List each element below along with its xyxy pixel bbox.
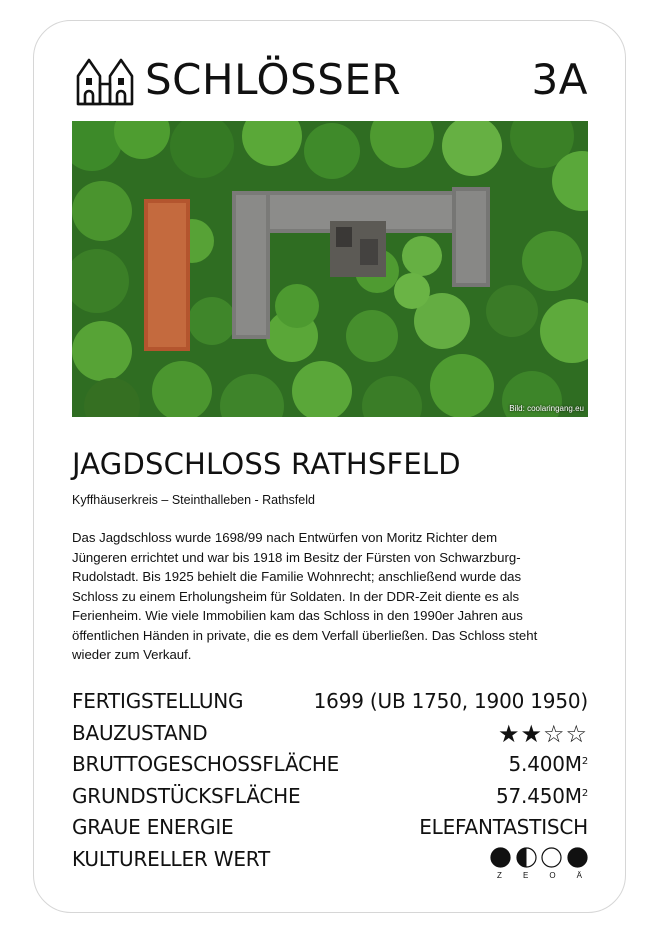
stat-label: GRUNDSTÜCKSFLÄCHE xyxy=(72,783,301,808)
stat-value: ELEFANTASTISCH xyxy=(419,815,588,839)
stat-value xyxy=(496,783,588,809)
castle-aerial-photo xyxy=(72,121,588,417)
castle-description xyxy=(72,528,592,665)
stat-value xyxy=(509,751,588,777)
stat-label: GRAUE ENERGIE xyxy=(72,815,234,839)
castle-title: JAGDSCHLOSS RATHSFELD xyxy=(72,447,461,481)
rating-circles xyxy=(490,847,588,869)
unit-superscript: 2 xyxy=(581,787,588,799)
description-line: wieder zum Verkauf. xyxy=(72,647,192,662)
card-id: 3A xyxy=(531,55,588,104)
star-filled-icon: ★ xyxy=(497,719,521,748)
star-filled-icon: ★ xyxy=(520,719,543,748)
stat-completion xyxy=(72,686,588,718)
condition-rating-stars xyxy=(497,719,588,748)
description-line: Ferienheim. Wie viele Immobilien kam das Schloss in den 1990er Jahren aus xyxy=(72,608,523,623)
circle-full-icon xyxy=(567,847,588,868)
circle-half-icon xyxy=(516,847,537,868)
stat-label: BRUTTOGESCHOSSFLÄCHE xyxy=(72,752,340,776)
stats-table xyxy=(72,686,588,880)
area-value: 5.400M xyxy=(508,752,582,776)
stat-cultural-value xyxy=(72,844,588,880)
stat-grey-energy xyxy=(72,812,588,844)
stat-value: 1699 (UB 1750, 1900 1950) xyxy=(313,689,588,713)
rating-letter: E xyxy=(522,870,529,880)
description-line: Jüngeren errichtet und war bis 1918 im Besitz der Fürsten von Schwarzburg- xyxy=(72,549,521,565)
stat-plot-area xyxy=(72,781,588,813)
rating-letter: O xyxy=(549,870,556,880)
stat-label: KULTURELLER WERT xyxy=(72,846,271,871)
circle-full-icon xyxy=(490,847,511,868)
photo-credit: Bild: coolaringang.eu xyxy=(509,404,584,413)
stat-gross-floor-area xyxy=(72,749,588,781)
rating-letter: Ä xyxy=(576,870,582,880)
cultural-value-rating xyxy=(490,847,588,880)
description-line: öffentlichen Händen in private, die es dem Verfall überließen. Das Schloss steht xyxy=(72,627,538,643)
stat-label: FERTIGSTELLUNG xyxy=(72,689,244,713)
unit-superscript: 2 xyxy=(581,756,588,767)
circle-empty-icon xyxy=(541,847,562,868)
stat-label: BAUZUSTAND xyxy=(72,720,208,745)
castle-icon xyxy=(75,54,135,106)
description-line: Schloss zu einem Erholungsheim für Soldaten. In der DDR-Zeit diente es als xyxy=(72,588,520,604)
rating-letter: Z xyxy=(497,870,502,880)
card-header xyxy=(75,50,588,110)
description-line: Rudolstadt. Bis 1925 behielt die Familie Wohnrecht; anschließend wurde das xyxy=(72,569,522,584)
description-line: Das Jagdschloss wurde 1698/99 nach Entwürfen von Moritz Richter dem xyxy=(72,530,498,545)
star-empty-icon: ☆ xyxy=(542,719,566,748)
star-empty-icon: ☆ xyxy=(565,719,588,748)
rating-letters xyxy=(490,869,588,880)
category-title: SCHLÖSSER xyxy=(145,55,402,104)
aerial-illustration xyxy=(72,121,588,417)
stat-condition xyxy=(72,718,588,750)
castle-location: Kyffhäuserkreis – Steinthalleben - Rathsfeld xyxy=(72,493,315,507)
area-value: 57.450M xyxy=(495,783,582,808)
